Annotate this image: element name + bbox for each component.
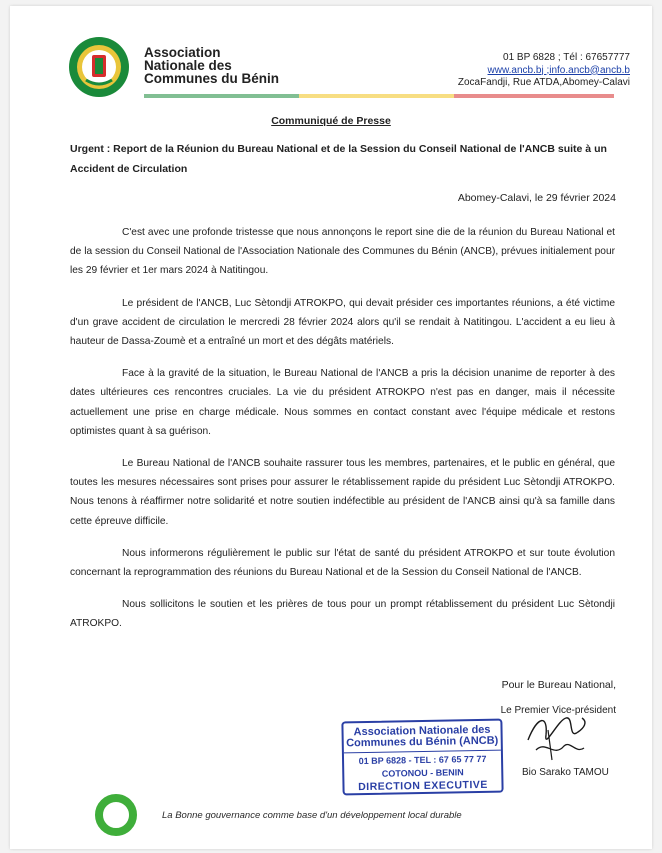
official-stamp [341, 719, 503, 796]
contact-phone: 01 BP 6828 ; Tél : 67657777 [503, 52, 630, 63]
org-name-line-2: Nationale des [144, 58, 232, 73]
org-name-line-3: Communes du Bénin [144, 71, 280, 86]
body-text [70, 223, 615, 647]
paragraph: C'est avec une profonde tristesse que nous annonçons le report sine die de la réunion du Bureau National et de la session du Conseil National de l'Association Nationale des Communes du Bénin (ANCB), prévues initialement pour les 29 février et 1er mars 2024 à Natitingou. [70, 227, 615, 277]
org-name-line-1: Association [144, 45, 221, 60]
dateline: Abomey-Calavi, le 29 février 2024 [457, 192, 616, 204]
signatory-name: Bio Sarako TAMOU [522, 767, 609, 778]
stamp-line-1: Association Nationale des [353, 723, 491, 739]
stamp-line-2: Communes du Bénin (ANCB) [346, 734, 499, 750]
stamp-line-5: DIRECTION EXECUTIVE [358, 778, 488, 794]
contact-block [458, 52, 630, 90]
stamp-line-4: COTONOU - BENIN [381, 767, 464, 779]
subject-line: Urgent : Report de la Réunion du Bureau National et de la Session du Conseil National de l'ANCB suite à un Accident de Circulation [70, 143, 607, 175]
paragraph: Le président de l'ANCB, Luc Sètondji ATROKPO, qui devait présider ces importantes réunions, a été victime d'un grave accident de circulation le mercredi 28 février 2024 alors qu'il se rendait à Natitingou. L'accident a eu lieu à hauteur de Dassa-Zoumè et a entraîné un mort et des dégâts matériels. [70, 297, 615, 348]
footer-motto: La Bonne gouvernance comme base d'un développement local durable [162, 810, 462, 821]
paragraph: Le Bureau National de l'ANCB souhaite rassurer tous les membres, partenaires, et le public en général, que toutes les mesures nécessaires sont prises pour assurer le rétablissement rapide du président Luc Sètondji ATROKPO. Nous tenons à réaffirmer notre solidarité et notre soutien indéfectible au président de l'ANCB ainsi qu'à sa famille dans cette épreuve difficile. [70, 458, 615, 527]
document-title: Communiqué de Presse [271, 115, 391, 127]
paragraph: Nous sollicitons le soutien et les prières de tous pour un prompt rétablissement du président Luc Sètondji ATROKPO. [70, 599, 615, 630]
signatory-role: Le Premier Vice-président [500, 705, 616, 716]
stamp-header [343, 725, 500, 754]
ancb-logo [68, 36, 130, 98]
green-ring-logo [94, 793, 138, 837]
handwritten-signature [518, 710, 598, 765]
letter-page [10, 6, 652, 849]
contact-web-email[interactable]: www.ancb.bj ;info.ancb@ancb.b [487, 64, 630, 76]
flag-stripe [144, 94, 614, 98]
closing-line: Pour le Bureau National, [501, 679, 616, 691]
paragraph: Face à la gravité de la situation, le Bureau National de l'ANCB a pris la décision unanime de reporter à des dates ultérieures ces rencontres cruciales. La vie du président ATROKPO n'est pas en danger, mais il nécessite actuellement une prise en charge médicale. Nous sommes en contact constant avec l'équipe médicale et restons optimistes quant à sa guérison. [70, 368, 615, 437]
organization-name [144, 46, 279, 85]
contact-address: ZocaFandji, Rue ATDA,Abomey-Calavi [457, 77, 630, 88]
stamp-line-3: 01 BP 6828 - TEL : 67 65 77 77 [358, 753, 487, 767]
paragraph: Nous informerons régulièrement le public sur l'état de santé du président ATROKPO et sur toute évolution concernant la reprogrammation des réunions du Bureau National et de la Session du Conseil National de l'ANCB. [70, 547, 615, 579]
